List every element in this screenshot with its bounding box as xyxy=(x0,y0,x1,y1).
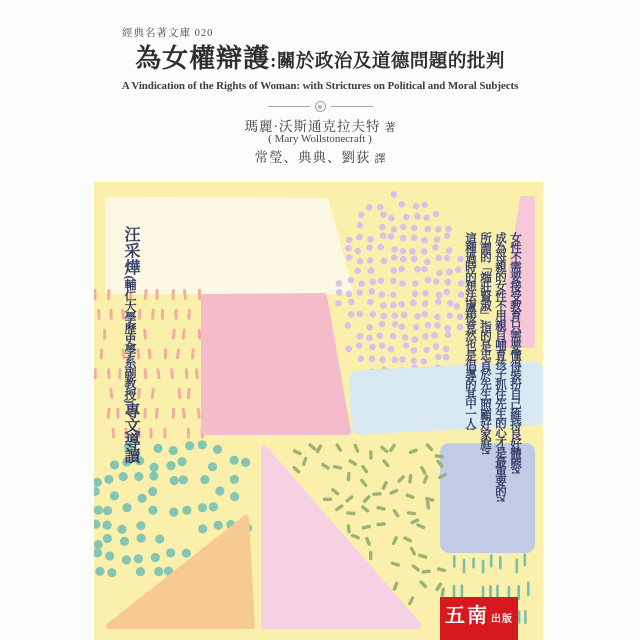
series-label: 經典名著文庫 020 xyxy=(122,28,214,39)
book-title-sub: :關於政治及道德問題的批判 xyxy=(270,52,505,72)
pink-trapezoid-shape xyxy=(204,296,348,432)
book-title xyxy=(0,46,640,72)
pullquote-column-3: 所謂的「端莊賢淑」,指的是忠貞於先生,照顧好家庭?! xyxy=(479,232,491,454)
book-title-main: 為女權辯護 xyxy=(135,44,271,73)
publisher-suffix: 出版 xyxy=(491,614,513,625)
pullquote-column-2: 成為母親的女性不用親自哺育孩子,抓住先生的心才是最重要的?! xyxy=(494,232,506,501)
pullquote-column-1: 女性不需要接受教育,只需要懂得裝扮自己,維持良好體態?! xyxy=(509,232,521,473)
cover-art xyxy=(94,182,543,640)
book-title-english: A Vindication of the Rights of Woman: with Strictures on Political and Moral Subjects xyxy=(121,80,519,92)
title-divider xyxy=(0,101,640,112)
divider-ornament-icon xyxy=(315,101,326,112)
translator-line xyxy=(0,146,640,167)
pullquote-block xyxy=(462,232,522,536)
reader-note-tail: 專文導讀 xyxy=(122,402,139,463)
lavender-dots-pattern xyxy=(335,191,465,386)
header-area xyxy=(0,0,640,182)
reader-note-name: 汪采燁 xyxy=(122,226,139,276)
reader-note-vertical xyxy=(120,226,140,640)
divider-line-right xyxy=(331,106,373,107)
pink-dashes-pattern xyxy=(94,289,207,439)
translator-role-suffix: 譯 xyxy=(374,153,386,165)
publisher-logo xyxy=(440,597,518,640)
publisher-name: 五南 xyxy=(445,605,489,627)
divider-line-left xyxy=(268,106,310,107)
translator-names: 常瑩、典典、劉荻 xyxy=(254,150,371,165)
pullquote-column-4: 這種過時的想法,盧梭竟然也是倡導的其中一人! xyxy=(464,232,476,430)
author-name: 瑪麗·沃斯通克拉夫特 xyxy=(244,119,381,134)
author-role-suffix: 著 xyxy=(384,122,396,134)
cream-block-shape xyxy=(108,200,350,291)
reader-note-affiliation: (輔仁大學歷史學系副教授) xyxy=(123,275,137,403)
author-name-english: ( Mary Wollstonecraft ) xyxy=(268,133,372,145)
